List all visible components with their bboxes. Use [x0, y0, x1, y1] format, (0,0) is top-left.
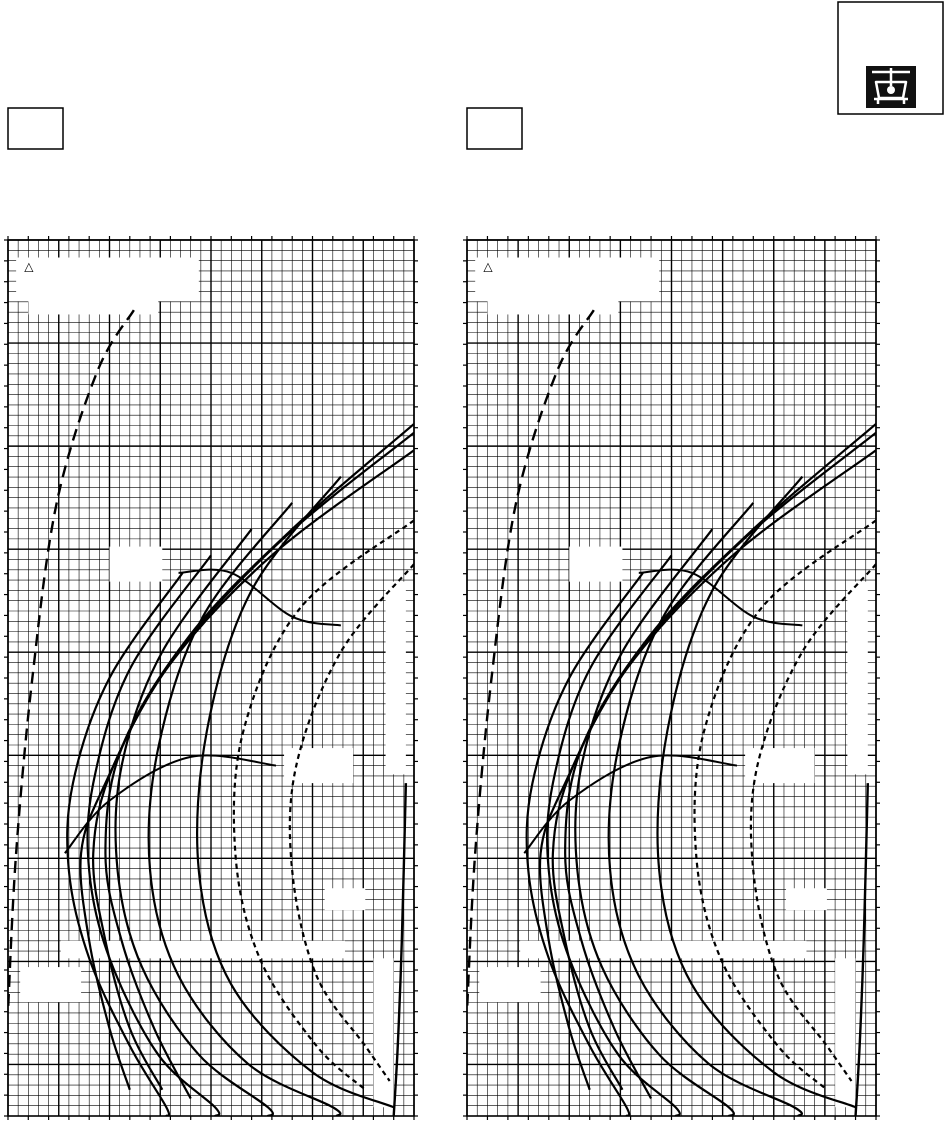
label-box	[847, 582, 867, 775]
label-box	[745, 748, 815, 783]
label-box	[386, 582, 406, 775]
helicopter-icon	[866, 66, 916, 108]
legend-marker: △	[483, 259, 493, 274]
icon-box	[838, 2, 943, 114]
label-box	[20, 967, 81, 1002]
chart-left	[4, 236, 418, 1120]
label-box	[325, 888, 366, 910]
label-box	[110, 547, 163, 582]
chart-right	[463, 236, 880, 1120]
label-box	[28, 293, 158, 315]
label-box	[786, 888, 827, 910]
right-panel-tab	[467, 108, 522, 149]
legend-marker: △	[24, 259, 34, 274]
label-box	[835, 958, 855, 1107]
label-box	[284, 748, 353, 783]
label-box	[569, 547, 622, 582]
label-box	[479, 967, 540, 1002]
label-box	[373, 958, 393, 1107]
left-panel-tab	[8, 108, 63, 149]
label-box	[487, 293, 618, 315]
